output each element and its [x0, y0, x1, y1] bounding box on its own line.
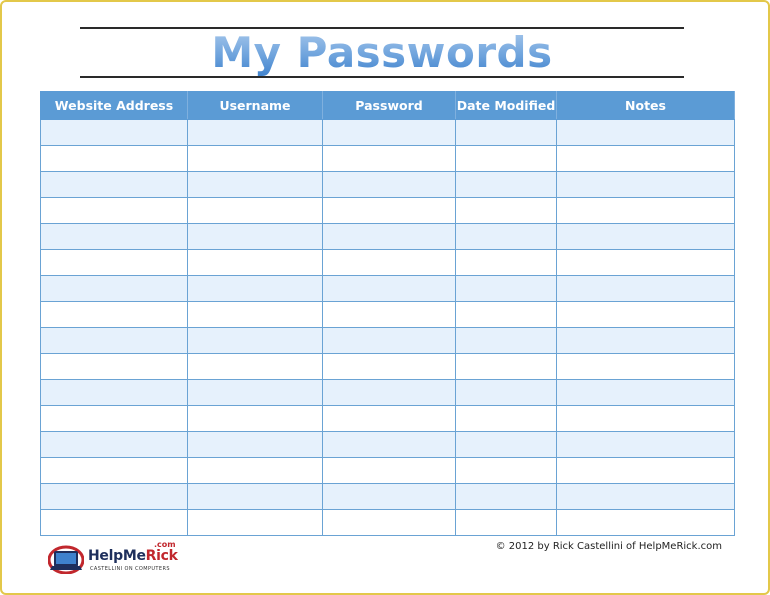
- cell-website-address[interactable]: [41, 172, 188, 198]
- cell-date-modified[interactable]: [456, 276, 557, 302]
- cell-notes[interactable]: [557, 432, 735, 458]
- logo-badge-icon: [48, 544, 84, 574]
- cell-username[interactable]: [188, 510, 323, 536]
- logo-brand-helpme: HelpMe: [88, 548, 146, 564]
- table-row: [41, 224, 735, 250]
- table-row: [41, 432, 735, 458]
- cell-date-modified[interactable]: [456, 120, 557, 146]
- table-row: [41, 406, 735, 432]
- cell-website-address[interactable]: [41, 380, 188, 406]
- cell-notes[interactable]: [557, 380, 735, 406]
- cell-website-address[interactable]: [41, 354, 188, 380]
- cell-date-modified[interactable]: [456, 328, 557, 354]
- page-title-graphic: [80, 29, 684, 76]
- title-banner: [80, 27, 684, 78]
- cell-website-address[interactable]: [41, 510, 188, 536]
- cell-website-address[interactable]: [41, 250, 188, 276]
- cell-notes[interactable]: [557, 250, 735, 276]
- cell-website-address[interactable]: [41, 328, 188, 354]
- cell-username[interactable]: [188, 198, 323, 224]
- cell-password[interactable]: [323, 354, 456, 380]
- cell-notes[interactable]: [557, 276, 735, 302]
- header-password: Password: [323, 92, 456, 120]
- table-row: [41, 146, 735, 172]
- cell-notes[interactable]: [557, 120, 735, 146]
- cell-username[interactable]: [188, 224, 323, 250]
- cell-password[interactable]: [323, 458, 456, 484]
- cell-website-address[interactable]: [41, 458, 188, 484]
- cell-date-modified[interactable]: [456, 302, 557, 328]
- header-website-address: Website Address: [41, 92, 188, 120]
- header-date-modified: Date Modified: [456, 92, 557, 120]
- cell-username[interactable]: [188, 302, 323, 328]
- cell-date-modified[interactable]: [456, 198, 557, 224]
- table-row: [41, 510, 735, 536]
- password-table: [40, 91, 735, 536]
- cell-username[interactable]: [188, 172, 323, 198]
- cell-password[interactable]: [323, 432, 456, 458]
- table-row: [41, 302, 735, 328]
- cell-username[interactable]: [188, 458, 323, 484]
- cell-notes[interactable]: [557, 406, 735, 432]
- cell-notes[interactable]: [557, 354, 735, 380]
- cell-website-address[interactable]: [41, 146, 188, 172]
- table-row: [41, 354, 735, 380]
- cell-password[interactable]: [323, 328, 456, 354]
- cell-date-modified[interactable]: [456, 432, 557, 458]
- header-notes: Notes: [557, 92, 735, 120]
- cell-username[interactable]: [188, 406, 323, 432]
- cell-notes[interactable]: [557, 224, 735, 250]
- cell-notes[interactable]: [557, 146, 735, 172]
- cell-username[interactable]: [188, 146, 323, 172]
- logo-tagline: CASTELLINI ON COMPUTERS: [90, 566, 170, 572]
- table-row: [41, 458, 735, 484]
- cell-password[interactable]: [323, 484, 456, 510]
- logo-brand-rick: Rick: [145, 548, 178, 564]
- table-row: [41, 172, 735, 198]
- cell-password[interactable]: [323, 198, 456, 224]
- cell-notes[interactable]: [557, 198, 735, 224]
- cell-website-address[interactable]: [41, 406, 188, 432]
- cell-password[interactable]: [323, 276, 456, 302]
- table-row: [41, 198, 735, 224]
- header-username: Username: [188, 92, 323, 120]
- cell-password[interactable]: [323, 406, 456, 432]
- cell-username[interactable]: [188, 276, 323, 302]
- cell-date-modified[interactable]: [456, 406, 557, 432]
- cell-date-modified[interactable]: [456, 458, 557, 484]
- cell-notes[interactable]: [557, 484, 735, 510]
- cell-website-address[interactable]: [41, 484, 188, 510]
- table-row: [41, 250, 735, 276]
- table-row: [41, 276, 735, 302]
- cell-date-modified[interactable]: [456, 224, 557, 250]
- cell-username[interactable]: [188, 380, 323, 406]
- cell-password[interactable]: [323, 120, 456, 146]
- cell-notes[interactable]: [557, 302, 735, 328]
- helpmerick-logo: [46, 540, 216, 580]
- cell-password[interactable]: [323, 146, 456, 172]
- cell-username[interactable]: [188, 120, 323, 146]
- cell-notes[interactable]: [557, 458, 735, 484]
- cell-password[interactable]: [323, 224, 456, 250]
- cell-website-address[interactable]: [41, 432, 188, 458]
- cell-password[interactable]: [323, 302, 456, 328]
- table-header-row: [41, 92, 735, 120]
- cell-date-modified[interactable]: [456, 172, 557, 198]
- cell-website-address[interactable]: [41, 276, 188, 302]
- table-row: [41, 120, 735, 146]
- page-title: My Passwords: [211, 29, 553, 76]
- cell-date-modified[interactable]: [456, 510, 557, 536]
- logo-brand: [88, 548, 178, 564]
- cell-password[interactable]: [323, 250, 456, 276]
- cell-website-address[interactable]: [41, 302, 188, 328]
- cell-website-address[interactable]: [41, 224, 188, 250]
- cell-notes[interactable]: [557, 510, 735, 536]
- cell-username[interactable]: [188, 484, 323, 510]
- cell-date-modified[interactable]: [456, 250, 557, 276]
- cell-password[interactable]: [323, 172, 456, 198]
- cell-username[interactable]: [188, 432, 323, 458]
- cell-notes[interactable]: [557, 328, 735, 354]
- cell-username[interactable]: [188, 354, 323, 380]
- cell-notes[interactable]: [557, 172, 735, 198]
- cell-date-modified[interactable]: [456, 484, 557, 510]
- cell-date-modified[interactable]: [456, 354, 557, 380]
- cell-date-modified[interactable]: [456, 146, 557, 172]
- cell-password[interactable]: [323, 380, 456, 406]
- cell-website-address[interactable]: [41, 198, 188, 224]
- copyright-notice: © 2012 by Rick Castellini of HelpMeRick.com: [495, 541, 722, 552]
- table-row: [41, 328, 735, 354]
- cell-website-address[interactable]: [41, 120, 188, 146]
- table-row: [41, 484, 735, 510]
- cell-date-modified[interactable]: [456, 380, 557, 406]
- cell-username[interactable]: [188, 328, 323, 354]
- logo-dotcom: .com: [154, 540, 176, 549]
- cell-password[interactable]: [323, 510, 456, 536]
- table-body: [41, 120, 735, 536]
- cell-username[interactable]: [188, 250, 323, 276]
- table-row: [41, 380, 735, 406]
